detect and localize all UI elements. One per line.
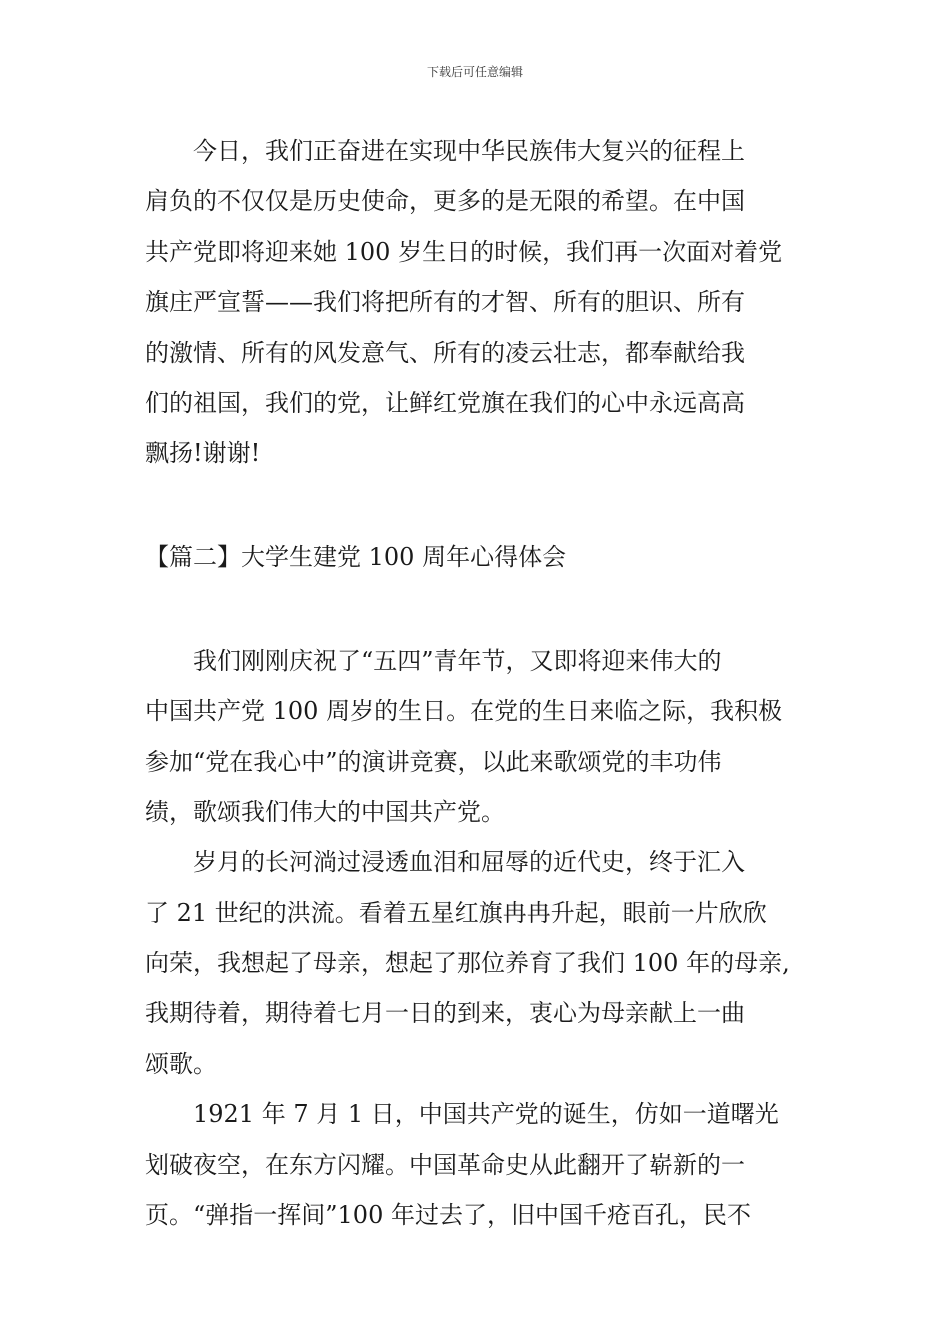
text-line: 的激情、所有的风发意气、所有的凌云壮志，都奉献给我 [145,338,745,367]
text-line: 划破夜空，在东方闪耀。中国革命史从此翻开了崭新的一 [145,1150,745,1179]
section-heading: 【篇二】大学生建党 100 周年心得体会 [145,542,567,571]
text-line: 肩负的不仅仅是历史使命，更多的是无限的希望。在中国 [145,187,745,216]
page-header: 下载后可任意编辑 [426,65,523,79]
document-body [145,126,809,1240]
paragraph-3 [145,837,809,1089]
text-line: 绩，歌颂我们伟大的中国共产党。 [145,797,505,826]
text-line: 页。“弹指一挥间”100 年过去了，旧中国千疮百孔，民不 [145,1201,751,1230]
text-line: 颂歌。 [145,1049,217,1078]
text-line: 旗庄严宣誓——我们将把所有的才智、所有的胆识、所有 [145,288,745,317]
text-line: 参加“党在我心中”的演讲竞赛，以此来歌颂党的丰功伟 [145,747,722,776]
text-line: 今日，我们正奋进在实现中华民族伟大复兴的征程上 [193,137,745,165]
text-line: 岁月的长河淌过浸透血泪和屈辱的近代史，终于汇入 [193,848,745,877]
paragraph-4 [145,1089,809,1240]
text-line: 飘扬!谢谢! [145,439,261,468]
text-line: 我们刚刚庆祝了“五四”青年节，又即将迎来伟大的 [193,646,722,675]
paragraph-2 [145,636,809,838]
text-line: 1921 年 7 月 1 日，中国共产党的诞生，仿如一道曙光 [193,1100,779,1129]
text-line: 我期待着，期待着七月一日的到来，衷心为母亲献上一曲 [145,999,745,1028]
text-line: 了 21 世纪的洪流。看着五星红旗冉冉升起，眼前一片欣欣 [145,898,767,927]
text-line: 向荣，我想起了母亲，想起了那位养育了我们 100 年的母亲, [145,949,790,978]
text-line: 们的祖国，我们的党，让鲜红党旗在我们的心中永远高高 [145,388,745,417]
paragraph-1 [145,126,809,479]
text-line: 中国共产党 100 周岁的生日。在党的生日来临之际，我积极 [145,697,783,726]
text-line: 共产党即将迎来她 100 岁生日的时候，我们再一次面对着党 [145,237,783,266]
